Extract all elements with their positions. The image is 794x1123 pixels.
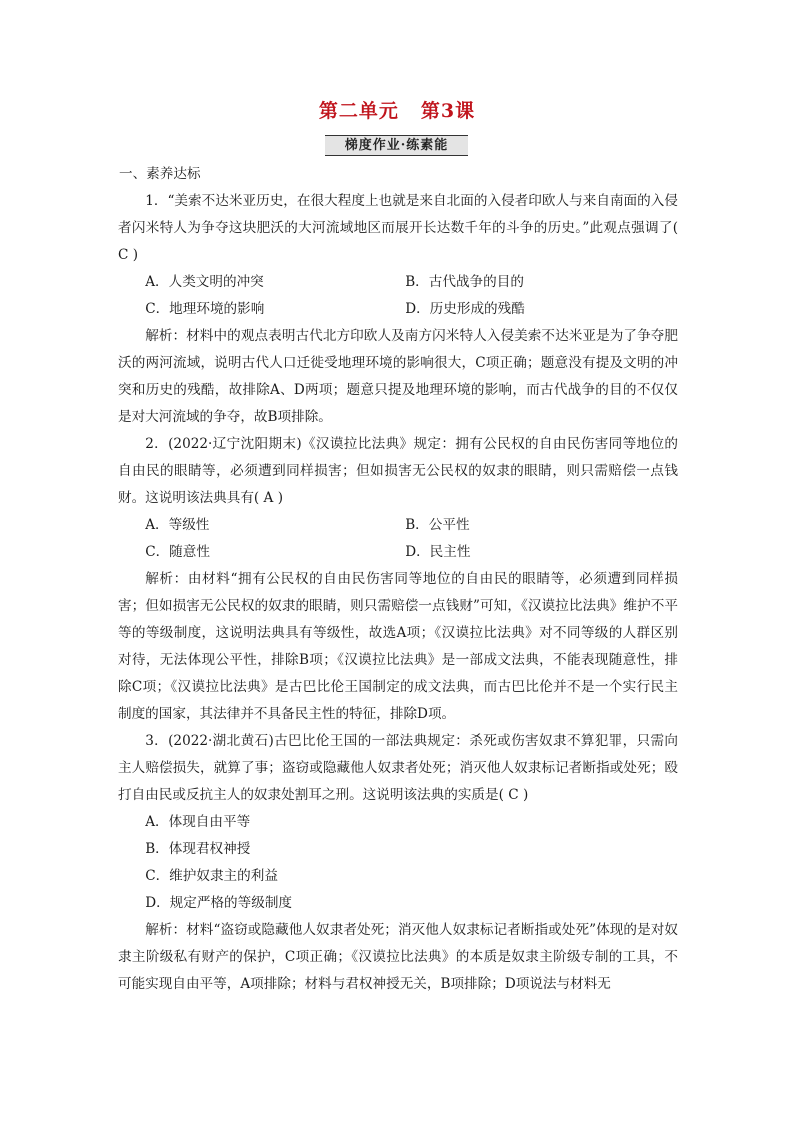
question-1-options-row-1 [118, 269, 678, 296]
question-1-option-a: A．人类文明的冲突 [145, 274, 264, 290]
page-title [0, 96, 794, 123]
question-3-stem: 3．(2022·湖北黄石)古巴比伦王国的一部法典规定：杀死或伤害奴隶不算犯罪，只需向主人赔偿损失，就算了事；盗窃或隐藏他人奴隶者处死；消灭他人奴隶标记者断指或处死；殴打自由民或反抗主人的奴隶处割耳之刑。这说明该法典的实质是( C ) [118, 733, 678, 803]
question-3-option-a: A．体现自由平等 [145, 814, 251, 830]
question-3-option-c: C．维护奴隶主的利益 [145, 868, 278, 884]
section-heading: 一、素养达标 [119, 166, 201, 182]
question-3-option-b: B．体现君权神授 [145, 841, 251, 857]
question-2-option-c: C．随意性 [145, 544, 210, 560]
question-1-option-b: B．古代战争的目的 [405, 274, 524, 290]
section-banner: 梯度作业·练素能 [325, 135, 468, 156]
question-2-stem: 2．(2022·辽宁沈阳期末)《汉谟拉比法典》规定：拥有公民权的自由民伤害同等地位的自由民的眼睛等，必须遭到同样损害；但如损害无公民权的奴隶的眼睛，则只需赔偿一点钱财。这说明该法典具有( A ) [118, 436, 678, 506]
title-lesson: 第3课 [420, 100, 476, 122]
title-unit: 第二单元 [318, 100, 399, 122]
question-2-options-row-2 [118, 539, 678, 566]
question-1-options-row-2 [118, 296, 678, 323]
question-1-option-c: C．地理环境的影响 [145, 301, 265, 317]
question-2-analysis: 解析：由材料“拥有公民权的自由民伤害同等地位的自由民的眼睛等，必须遭到同样损害；但如损害无公民权的奴隶的眼睛，则只需赔偿一点钱财”可知，《汉谟拉比法典》维护不平等的等级制度，这说明法典具有等级性，故选A项；《汉谟拉比法典》对不同等级的人群区别对待，无法体现公平性，排除B项；《汉谟拉比法典》是一部成文法典，不能表现随意性，排除C项；《汉谟拉比法典》是古巴比伦王国制定的成文法典，而古巴比伦并不是一个实行民主制度的国家，其法律并不具备民主性的特征，排除D项。 [118, 571, 678, 722]
question-2-option-a: A．等级性 [145, 517, 210, 533]
question-3-option-d: D．规定严格的等级制度 [145, 895, 293, 911]
question-1-stem: 1．“美索不达米亚历史，在很大程度上也就是来自北面的入侵者印欧人与来自南面的入侵者闪米特人为争夺这块肥沃的大河流域地区而展开长达数千年的斗争的历史。”此观点强调了( C ) [118, 193, 678, 263]
question-2-option-b: B．公平性 [405, 517, 470, 533]
question-2-options-row-1 [118, 512, 678, 539]
question-2-option-d: D．民主性 [405, 544, 471, 560]
question-1-option-d: D．历史形成的残酷 [405, 301, 525, 317]
question-3-analysis: 解析：材料“盗窃或隐藏他人奴隶者处死；消灭他人奴隶标记者断指或处死”体现的是对奴隶主阶级私有财产的保护，C项正确；《汉谟拉比法典》的本质是奴隶主阶级专制的工具，不可能实现自由平等，A项排除；材料与君权神授无关，B项排除；D项说法与材料无 [118, 922, 678, 992]
content-body [118, 161, 678, 998]
question-1-analysis: 解析：材料中的观点表明古代北方印欧人及南方闪米特人入侵美索不达米亚是为了争夺肥沃的两河流域，说明古代人口迁徙受地理环境的影响很大，C项正确；题意没有提及文明的冲突和历史的残酷，故排除A、D两项；题意只提及地理环境的影响，而古代战争的目的不仅仅是对大河流域的争夺，故B项排除。 [118, 328, 678, 425]
